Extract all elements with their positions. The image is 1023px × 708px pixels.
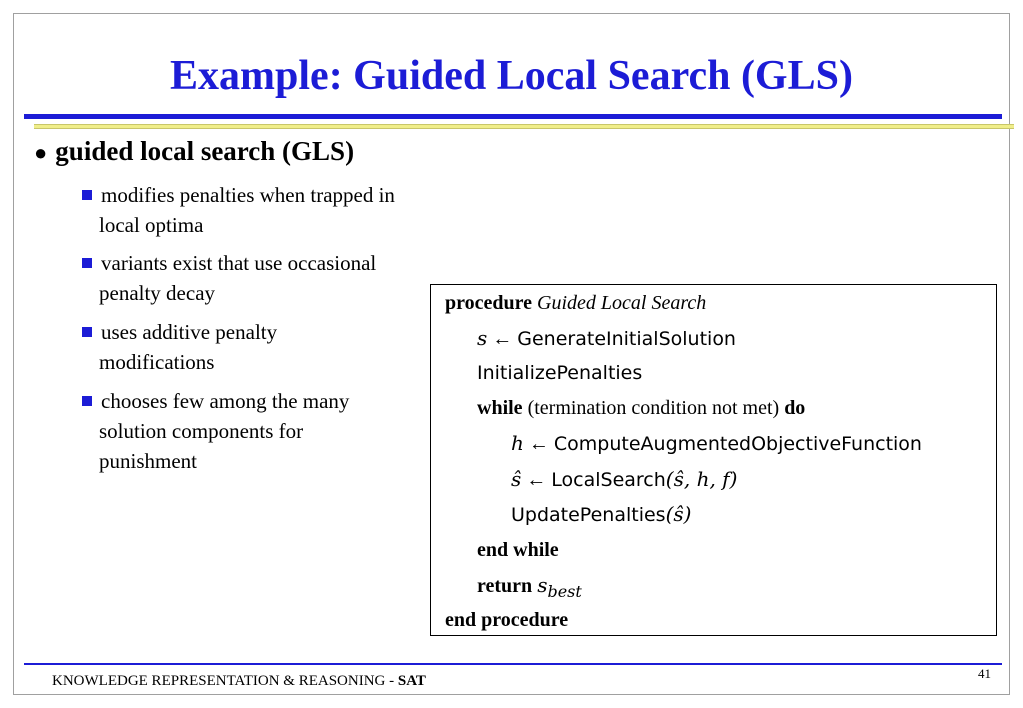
var-s-best: s — [537, 573, 548, 597]
title-underline — [24, 114, 1002, 119]
title-highlight-bar — [34, 124, 1014, 129]
procedure-name: Guided Local Search — [537, 292, 707, 314]
while-keyword: while — [477, 397, 523, 419]
sub-bullet-line: chooses few among the many — [101, 389, 350, 413]
footer-rule — [24, 663, 1002, 665]
update-args: (ŝ) — [665, 502, 692, 526]
footer — [52, 671, 426, 691]
var-h: h — [511, 431, 524, 455]
bullet-dot-icon: ● — [34, 140, 48, 165]
var-s-hat: ŝ — [511, 467, 522, 491]
slide-title: Example: Guided Local Search (GLS) — [170, 53, 853, 99]
sub-bullet-line: penalty decay — [99, 281, 216, 305]
algo-line-while — [477, 395, 805, 421]
algo-line-return — [477, 572, 582, 605]
local-search-args: (ŝ, h, f) — [665, 467, 738, 491]
call-generate: GenerateInitialSolution — [517, 328, 736, 350]
sub-bullet-line: uses additive penalty — [101, 320, 278, 344]
end-while-keyword: end while — [477, 539, 559, 561]
end-procedure-keyword: end procedure — [445, 609, 569, 631]
sub-bullet-line: variants exist that use occasional — [101, 251, 377, 275]
sub-bullet — [82, 180, 482, 240]
algo-line-endprocedure — [445, 607, 568, 633]
sub-bullet — [82, 248, 482, 308]
sub-bullet-line: punishment — [99, 449, 197, 473]
do-keyword: do — [784, 397, 806, 419]
while-condition: (termination condition not met) — [527, 397, 780, 419]
sub-bullet — [82, 386, 482, 476]
footer-text: KNOWLEDGE REPRESENTATION & REASONING - — [52, 673, 398, 689]
algorithm-box — [430, 284, 997, 636]
assign-arrow: ← — [492, 328, 513, 350]
square-bullet-icon — [82, 396, 92, 406]
var-s-best-subscript: best — [547, 582, 582, 601]
sub-bullet-line: modifies penalties when trapped in — [101, 183, 395, 207]
algo-line-init — [477, 360, 642, 386]
sub-bullet-line: solution components for — [99, 419, 304, 443]
sub-bullet-line: local optima — [99, 213, 204, 237]
footer-topic: SAT — [397, 673, 426, 689]
sub-bullet — [82, 317, 482, 377]
call-compute: ComputeAugmentedObjectiveFunction — [553, 433, 922, 455]
main-bullet-text: guided local search (GLS) — [55, 136, 355, 166]
procedure-keyword: procedure — [445, 292, 533, 314]
call-init-penalties: InitializePenalties — [477, 362, 643, 384]
square-bullet-icon — [82, 327, 92, 337]
main-bullet — [34, 134, 354, 170]
var-s: s — [477, 326, 488, 350]
algo-line-procedure — [445, 290, 706, 316]
algo-line-localsearch — [511, 466, 737, 493]
sub-bullet-line: modifications — [99, 350, 215, 374]
algo-line-compute — [511, 430, 922, 457]
square-bullet-icon — [82, 190, 92, 200]
square-bullet-icon — [82, 258, 92, 268]
call-local-search: LocalSearch — [551, 469, 666, 491]
algo-line-endwhile — [477, 537, 559, 563]
assign-arrow: ← — [528, 433, 549, 455]
call-update: UpdatePenalties — [511, 504, 666, 526]
page-number: 41 — [978, 666, 991, 681]
assign-arrow: ← — [526, 469, 547, 491]
algo-line-update — [511, 501, 691, 528]
return-keyword: return — [477, 575, 533, 597]
algo-line-generate — [477, 325, 736, 352]
